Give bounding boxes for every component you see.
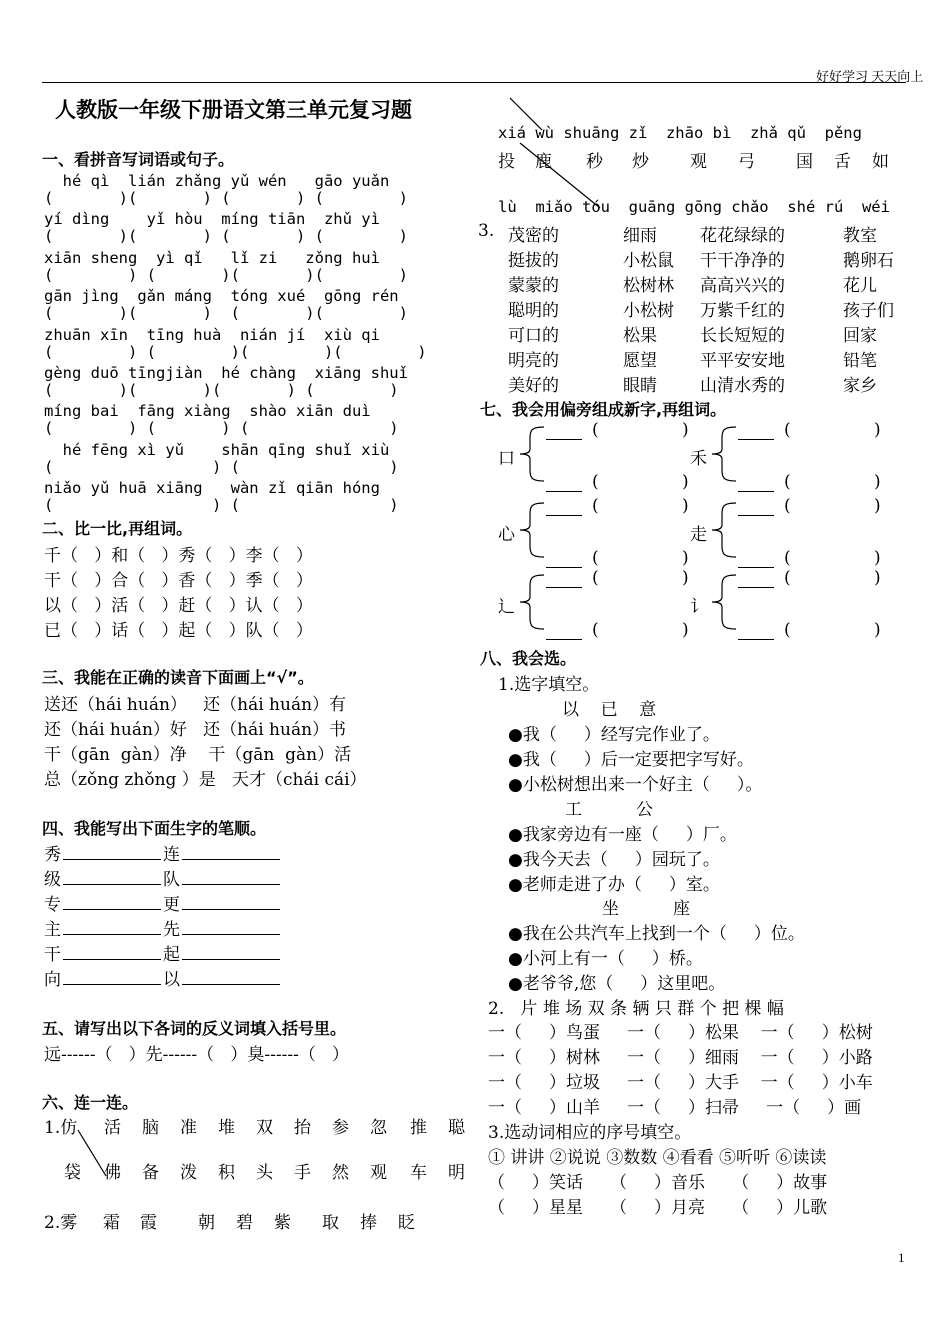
s8-p2-row: 一（ ）鸟蛋 一（ ）松果 一（ ）松树 (488, 1023, 873, 1043)
s3-row: 送还（hái huán） 还（hái huán）有 (44, 695, 347, 715)
match-char: 国 (796, 152, 813, 172)
s8-g3-item: ●小河上有一（ ）桥。 (508, 949, 703, 969)
match-char: 然 (332, 1163, 349, 1183)
section-7-heading: 七、我会用偏旁组成新字,再组词。 (480, 400, 727, 419)
answer-brackets: ( )( ) ( ) ( ) (44, 227, 408, 246)
match-char: 取 (322, 1213, 339, 1233)
s8-part2-line: 2. 片 堆 场 双 条 辆 只 群 个 把 棵 幅 (488, 999, 784, 1019)
match-char: 弓 (738, 152, 755, 172)
blank-line (738, 498, 774, 516)
match-char: 眨 (398, 1213, 415, 1233)
bracket-close: ) (874, 568, 881, 588)
bracket-open: ( (592, 420, 599, 440)
match-word: 茂密的 (508, 226, 559, 246)
match-word: 聪明的 (508, 301, 559, 321)
section-2-heading: 二、比一比,再组词。 (42, 519, 193, 538)
stroke-char: 连 (163, 845, 180, 865)
radical-char: 讠 (690, 597, 707, 617)
pinyin-line: xiān sheng yì qǐ lǐ zi zǒng huì (44, 248, 380, 267)
s2-row: 已（ ）话（ ）起（ ）队（ ） (44, 621, 313, 641)
match-char: 准 (180, 1118, 197, 1138)
section-3-heading: 三、我能在正确的读音下面画上“√”。 (42, 668, 314, 687)
match-char: 车 (410, 1163, 427, 1183)
match-char: 2.雾 (44, 1213, 78, 1233)
match-char: 抬 (294, 1118, 311, 1138)
match-word: 鹅卵石 (843, 251, 894, 271)
s8-p3-row: （ ）星星 （ ）月亮 （ ）儿歌 (488, 1198, 828, 1218)
stroke-char: 主 (44, 920, 61, 940)
s8-p2-row: 一（ ）垃圾 一（ ）大手 一（ ）小车 (488, 1073, 873, 1093)
pinyin-line: gèng duō tīngjiàn hé chàng xiāng shuǐ (44, 364, 408, 382)
header-text: 好好学习 天天向上 (816, 69, 924, 84)
stroke-char: 向 (44, 970, 61, 990)
bracket-open: ( (592, 496, 599, 516)
match-word: 家乡 (843, 376, 877, 396)
bracket-close: ) (874, 548, 881, 568)
match-char: 佛 (104, 1163, 121, 1183)
section-5-heading: 五、请写出以下各词的反义词填入括号里。 (42, 1019, 347, 1038)
bracket-open: ( (784, 548, 791, 568)
radical-char: 辶 (498, 597, 515, 617)
bracket-open: ( (592, 620, 599, 640)
answer-brackets: ( )( ) ( ) ( ) (44, 189, 408, 207)
bracket-open: ( (784, 472, 791, 492)
bracket-close: ) (682, 568, 689, 588)
match-char: 活 (104, 1118, 121, 1138)
bracket-close: ) (682, 548, 689, 568)
s8-g1-item: ●小松树想出来一个好主（ ）。 (508, 775, 763, 795)
blank-line (738, 474, 774, 492)
s8-p2-row: 一（ ）树林 一（ ）细雨 一（ ）小路 (488, 1048, 873, 1068)
match-word: 花花绿绿的 (700, 226, 785, 246)
blank-line (546, 498, 582, 516)
page-title: 人教版一年级下册语文第三单元复习题 (55, 98, 412, 122)
blank-line (738, 570, 774, 588)
blank-line (738, 550, 774, 568)
bracket-open: ( (592, 568, 599, 588)
bracket-open: ( (592, 472, 599, 492)
radical-char: 禾 (690, 449, 707, 469)
page-number: 1 (898, 1250, 905, 1265)
pinyin-line: niǎo yǔ huā xiāng wàn zǐ qiān hóng (44, 479, 380, 498)
match-char: 推 (410, 1118, 427, 1138)
match-word: 平平安安地 (700, 351, 785, 371)
s5-line: 远------（ ）先------（ ）臭------（ ） (44, 1045, 350, 1065)
answer-brackets: ( ) ( ) (44, 496, 399, 515)
s3-row: 干（gān gàn）净 干（gān gàn）活 (44, 745, 352, 765)
match-word: 孩子们 (843, 301, 894, 321)
s8-g2-item: ●老师走进了办（ ）室。 (508, 875, 720, 895)
blank-line (546, 422, 582, 440)
stroke-char: 队 (163, 870, 180, 890)
bracket-close: ) (874, 496, 881, 516)
s8-g1-item: ●我（ ）经写完作业了。 (508, 725, 720, 745)
bracket-close: ) (682, 620, 689, 640)
match-word: 明亮的 (508, 351, 559, 371)
match-word: 可口的 (508, 326, 559, 346)
s2-row: 干（ ）合（ ）香（ ）季（ ） (44, 571, 313, 591)
match-char: 观 (690, 152, 707, 172)
stroke-char: 级 (44, 870, 61, 890)
blank-line (546, 570, 582, 588)
s3-row: 总（zǒng zhǒng ）是 天才（chái cái） (44, 770, 367, 790)
s2-row: 千（ ）和（ ）秀（ ）李（ ） (44, 546, 313, 566)
s8-g2-chars: 工 公 (565, 800, 654, 820)
stroke-char: 更 (163, 895, 180, 915)
stroke-char: 先 (163, 920, 180, 940)
section-8-heading: 八、我会选。 (480, 649, 577, 668)
answer-brackets: ( ) ( )( )( ) (44, 265, 408, 284)
match-word: 花儿 (843, 276, 877, 296)
radical-char: 口 (498, 449, 515, 469)
stroke-char: 起 (163, 945, 180, 965)
bracket-close: ) (682, 472, 689, 492)
pinyin-line: zhuān xīn tīng huà nián jí xiù qi (44, 325, 380, 344)
connector-line (78, 1130, 106, 1176)
match-char: 积 (218, 1163, 235, 1183)
match-char: 脑 (142, 1118, 159, 1138)
match-char: 明 (448, 1163, 465, 1183)
match-char: 如 (872, 152, 889, 172)
bracket-open: ( (592, 548, 599, 568)
match-char: 鹿 (535, 152, 552, 172)
match-char: 泼 (180, 1163, 197, 1183)
bracket-close: ) (682, 420, 689, 440)
match-word: 细雨 (623, 226, 657, 246)
match-char: 观 (370, 1163, 387, 1183)
s2-row: 以（ ）活（ ）赶（ ）认（ ） (44, 596, 313, 616)
match-word: 长长短短的 (700, 326, 785, 346)
match-char: 捧 (360, 1213, 377, 1233)
pinyin-line: hé fēng xì yǔ shān qīng shuǐ xiù (44, 440, 390, 459)
blank-line (546, 474, 582, 492)
match-word: 回家 (843, 326, 877, 346)
bracket-close: ) (874, 620, 881, 640)
stroke-char: 专 (44, 895, 61, 915)
s8-part1-label: 1.选字填空。 (498, 675, 600, 695)
bracket-close: ) (874, 420, 881, 440)
answer-brackets: ( ) ( ) (44, 457, 399, 476)
match-word: 美好的 (508, 376, 559, 396)
match-word: 蒙蒙的 (508, 276, 559, 296)
match-char: 堆 (218, 1118, 235, 1138)
match-word: 高高兴兴的 (700, 276, 785, 296)
match-char: 朝 (198, 1213, 215, 1233)
match-word: 挺拔的 (508, 251, 559, 271)
match-char: 1.仿 (44, 1118, 78, 1138)
match-char: 备 (142, 1163, 159, 1183)
match-word: 干干净净的 (700, 251, 785, 271)
s8-part3-label: 3.选动词相应的序号填空。 (488, 1123, 692, 1143)
bracket-open: ( (784, 568, 791, 588)
s8-g2-item: ●我今天去（ ）园玩了。 (508, 850, 720, 870)
answer-brackets: ( ) ( )( )( ) (44, 342, 427, 361)
blank-line (738, 622, 774, 640)
match-char: 投 (498, 152, 515, 172)
match-word: 教室 (843, 226, 877, 246)
match-char: 紫 (274, 1213, 291, 1233)
match-char: 忽 (370, 1118, 387, 1138)
radical-char: 走 (690, 525, 707, 545)
match-char: 秒 (586, 152, 603, 172)
match-char: 霞 (140, 1213, 157, 1233)
match-char: 霜 (103, 1213, 120, 1233)
match-word: 铅笔 (843, 351, 877, 371)
match-word: 眼睛 (623, 376, 657, 396)
s8-g3-item: ●我在公共汽车上找到一个（ ）位。 (508, 924, 805, 944)
radical-char: 心 (498, 525, 515, 545)
match-char: 双 (256, 1118, 273, 1138)
match-word: 山清水秀的 (700, 376, 785, 396)
s8-g2-item: ●我家旁边有一座（ ）厂。 (508, 825, 737, 845)
s6-pinyin-bottom: lù miǎo tóu guāng gōng chǎo shé rú wéi (498, 198, 890, 216)
s8-part3-options: ① 讲讲 ②说说 ③数数 ④看看 ⑤听听 ⑥读读 (488, 1148, 827, 1168)
match-char: 聪 (448, 1118, 465, 1138)
match-char: 舌 (834, 152, 851, 172)
pinyin-line: gān jìng gǎn máng tóng xué gōng rén (44, 287, 399, 306)
bracket-open: ( (784, 496, 791, 516)
section-6-heading: 六、连一连。 (42, 1093, 139, 1112)
match-word: 松树林 (623, 276, 674, 296)
match-char: 炒 (632, 152, 649, 172)
pinyin-line: hé qì lián zhǎng yǔ wén gāo yuǎn (44, 172, 390, 190)
bracket-close: ) (682, 496, 689, 516)
s8-g3-chars: 坐 座 (602, 899, 691, 919)
s8-p2-row: 一（ ）山羊 一（ ）扫帚 一（ ）画 (488, 1098, 862, 1118)
match-word: 小松树 (623, 301, 674, 321)
blank-line (738, 422, 774, 440)
match-word: 万紫千红的 (700, 301, 785, 321)
s8-g3-item: ●老爷爷,您（ ）这里吧。 (508, 974, 726, 994)
match-char: 参 (332, 1118, 349, 1138)
pinyin-line: míng bai fāng xiàng shào xiān duì (44, 402, 371, 421)
blank-line (546, 622, 582, 640)
answer-brackets: ( ) ( ) ( ) (44, 419, 399, 438)
stroke-char: 秀 (44, 845, 61, 865)
s8-g1-item: ●我（ ）后一定要把字写好。 (508, 750, 754, 770)
match-word: 小松鼠 (623, 251, 674, 271)
stroke-char: 以 (163, 970, 180, 990)
pinyin-line: yí dìng yǐ hòu míng tiān zhǔ yì (44, 210, 380, 229)
s6-pinyin-top: xiá wù shuāng zǐ zhāo bì zhǎ qǔ pěng (498, 124, 862, 142)
stroke-char: 干 (44, 945, 61, 965)
answer-brackets: ( )( ) ( )( ) (44, 304, 408, 323)
bracket-open: ( (784, 620, 791, 640)
match-char: 头 (256, 1163, 273, 1183)
s8-g1-chars: 以 已 意 (562, 700, 657, 720)
answer-brackets: ( )( )( ) ( ) (44, 381, 399, 399)
bracket-open: ( (784, 420, 791, 440)
match-word: 愿望 (623, 351, 657, 371)
section-1-heading: 一、看拼音写词语或句子。 (42, 150, 235, 169)
match-char: 袋 (64, 1163, 81, 1183)
bracket-close: ) (874, 472, 881, 492)
match-char: 手 (294, 1163, 311, 1183)
s8-p3-row: （ ）笑话 （ ）音乐 （ ）故事 (488, 1173, 828, 1193)
s3-row: 还（hái huán）好 还（hái huán）书 (44, 720, 347, 740)
match-word: 松果 (623, 326, 657, 346)
blank-line (546, 550, 582, 568)
section-4-heading: 四、我能写出下面生字的笔顺。 (42, 819, 267, 838)
s6-part3-label: 3. (478, 221, 495, 241)
match-char: 碧 (236, 1213, 253, 1233)
